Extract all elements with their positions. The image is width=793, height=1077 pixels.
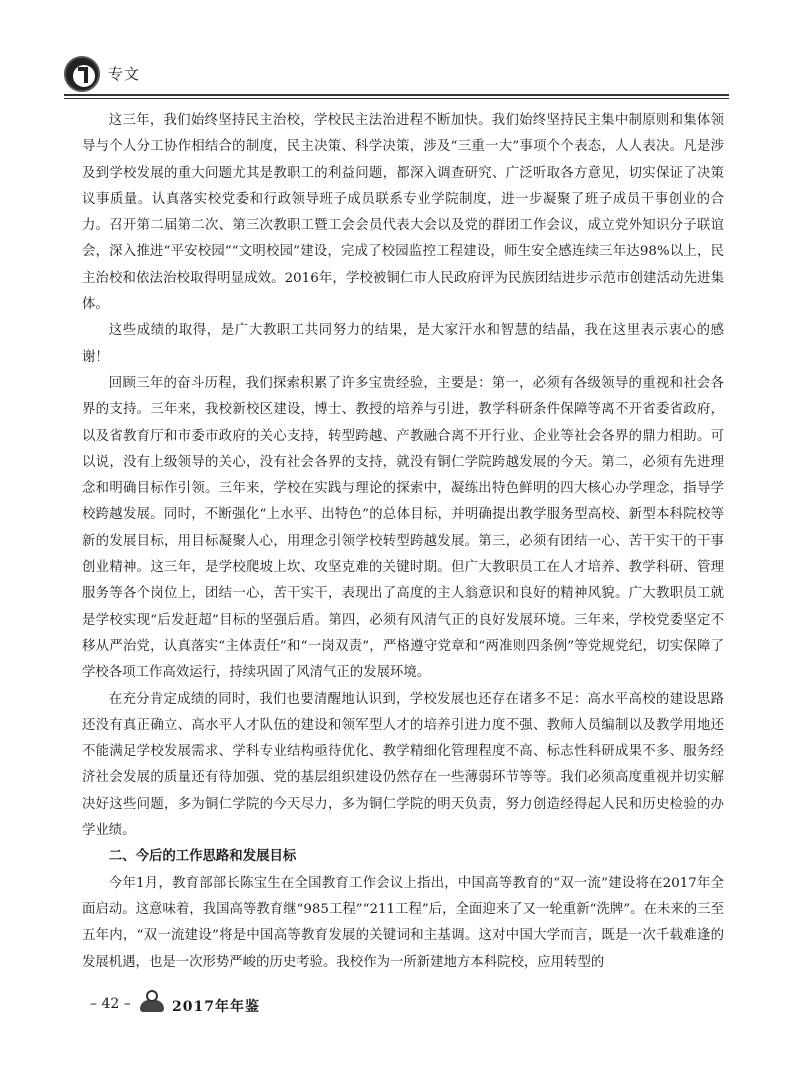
- page-header: [64, 56, 729, 96]
- paragraph: 这三年，我们始终坚持民主治校，学校民主法治进程不断加快。我们始终坚持民主集中制原则和集体领导与个人分工协作相结合的制度，民主决策、科学决策，涉及“三重一大”事项个个表态，人人表决。凡是涉及到学校发展的重大问题尤其是教职工的利益问题，都深入调查研究、广泛听取各方意见，切实保证了决策议事质量。认真落实校党委和行政领导班子成员联系专业学院制度，进一步凝聚了班子成员干事创业的合力。召开第二届第二次、第三次教职工暨工会会员代表大会以及党的群团工作会议，成立党外知识分子联谊会，深入推进“平安校园”“文明校园”建设，完成了校园监控工程建设，师生安全感连续三年达98%以上，民主治校和依法治校取得明显成效。2016年，学校被铜仁市人民政府评为民族团结进步示范市创建活动先进集体。: [82, 113, 724, 313]
- yearbook-title: 2017年年鉴: [172, 999, 260, 1015]
- header-rule-thin: [64, 98, 729, 99]
- paragraph: 回顾三年的奋斗历程，我们探索积累了许多宝贵经验，主要是：第一，必须有各级领导的重视和社会各界的支持。三年来，我校新校区建设，博士、教授的培养与引进，教学科研条件保障等离不开省委省政府，以及省教育厅和市委市政府的关心支持，转型跨越、产教融合离不开行业、企业等社会各界的鼎力相助。可以说，没有上级领导的关心，没有社会各界的支持，就没有铜仁学院跨越发展的今天。第二，必须有先进理念和明确目标作引领。三年来，学校在实践与理论的探索中，凝练出特色鲜明的四大核心办学理念，指导学校跨越发展。同时，不断强化“上水平、出特色”的总体目标，并明确提出教学服务型高校、新型本科院校等新的发展目标，用目标凝聚人心，用理念引领学校转型跨越发展。第三，必须有团结一心、苦干实干的干事创业精神。这三年，是学校爬坡上坎、攻坚克难的关键时期。但广大教职员工在人才培养、教学科研、管理服务等各个岗位上，团结一心，苦干实干，表现出了高度的主人翁意识和良好的精神风貌。广大教职员工就是学校实现“后发赶超”目标的坚强后盾。第四，必须有风清气正的良好发展环境。三年来，学校党委坚定不移从严治党，认真落实“主体责任”和“一岗双责”，严格遵守党章和“两准则四条例”等党规党纪，切实保障了学校各项工作高效运行，持续巩固了风清气正的发展环境。: [82, 375, 724, 681]
- paragraph: 在充分肯定成绩的同时，我们也要清醒地认识到，学校发展也还存在诸多不足：高水平高校的建设思路还没有真正确立、高水平人才队伍的建设和领军型人才的培养引进力度不强、教师人员编制以及教学用地还不能满足学校发展需求、学科专业结构亟待优化、教学精细化管理程度不高、标志性科研成果不多、服务经济社会发展的质量还有待加强、党的基层组织建设仍然存在一些薄弱环节等等。我们必须高度重视并切实解决好这些问题，多为铜仁学院的今天尽力，多为铜仁学院的明天负责，努力创造经得起人民和历史检验的办学业绩。: [82, 691, 724, 839]
- paragraph: 今年1月，教育部部长陈宝生在全国教育工作会议上指出，中国高等教育的“双一流”建设将在2017年全面启动。这意味着，我国高等教育继“985工程”“211工程”后，全面迎来了又一轮重新“洗牌”。在未来的三至五年内，“双一流建设”将是中国高等教育发展的关键词和主基调。这对中国大学而言，既是一次千载难逢的发展机遇，也是一次形势严峻的历史考验。我校作为一所新建地方本科院校，应用转型的: [82, 875, 724, 970]
- section-heading: 二、今后的工作思路和发展目标: [108, 849, 297, 865]
- section-label: 专文: [108, 65, 141, 83]
- paragraph: 这些成绩的取得，是广大教职工共同努力的结果，是大家汗水和智慧的结晶，我在这里表示衷心的感谢！: [82, 323, 724, 365]
- page-number: – 42 –: [90, 996, 131, 1012]
- article-body: [82, 108, 724, 976]
- yearbook-mascot-icon: [140, 990, 166, 1014]
- header-rule: [64, 94, 729, 96]
- university-logo-icon: [64, 56, 100, 92]
- page-footer: [90, 994, 390, 1018]
